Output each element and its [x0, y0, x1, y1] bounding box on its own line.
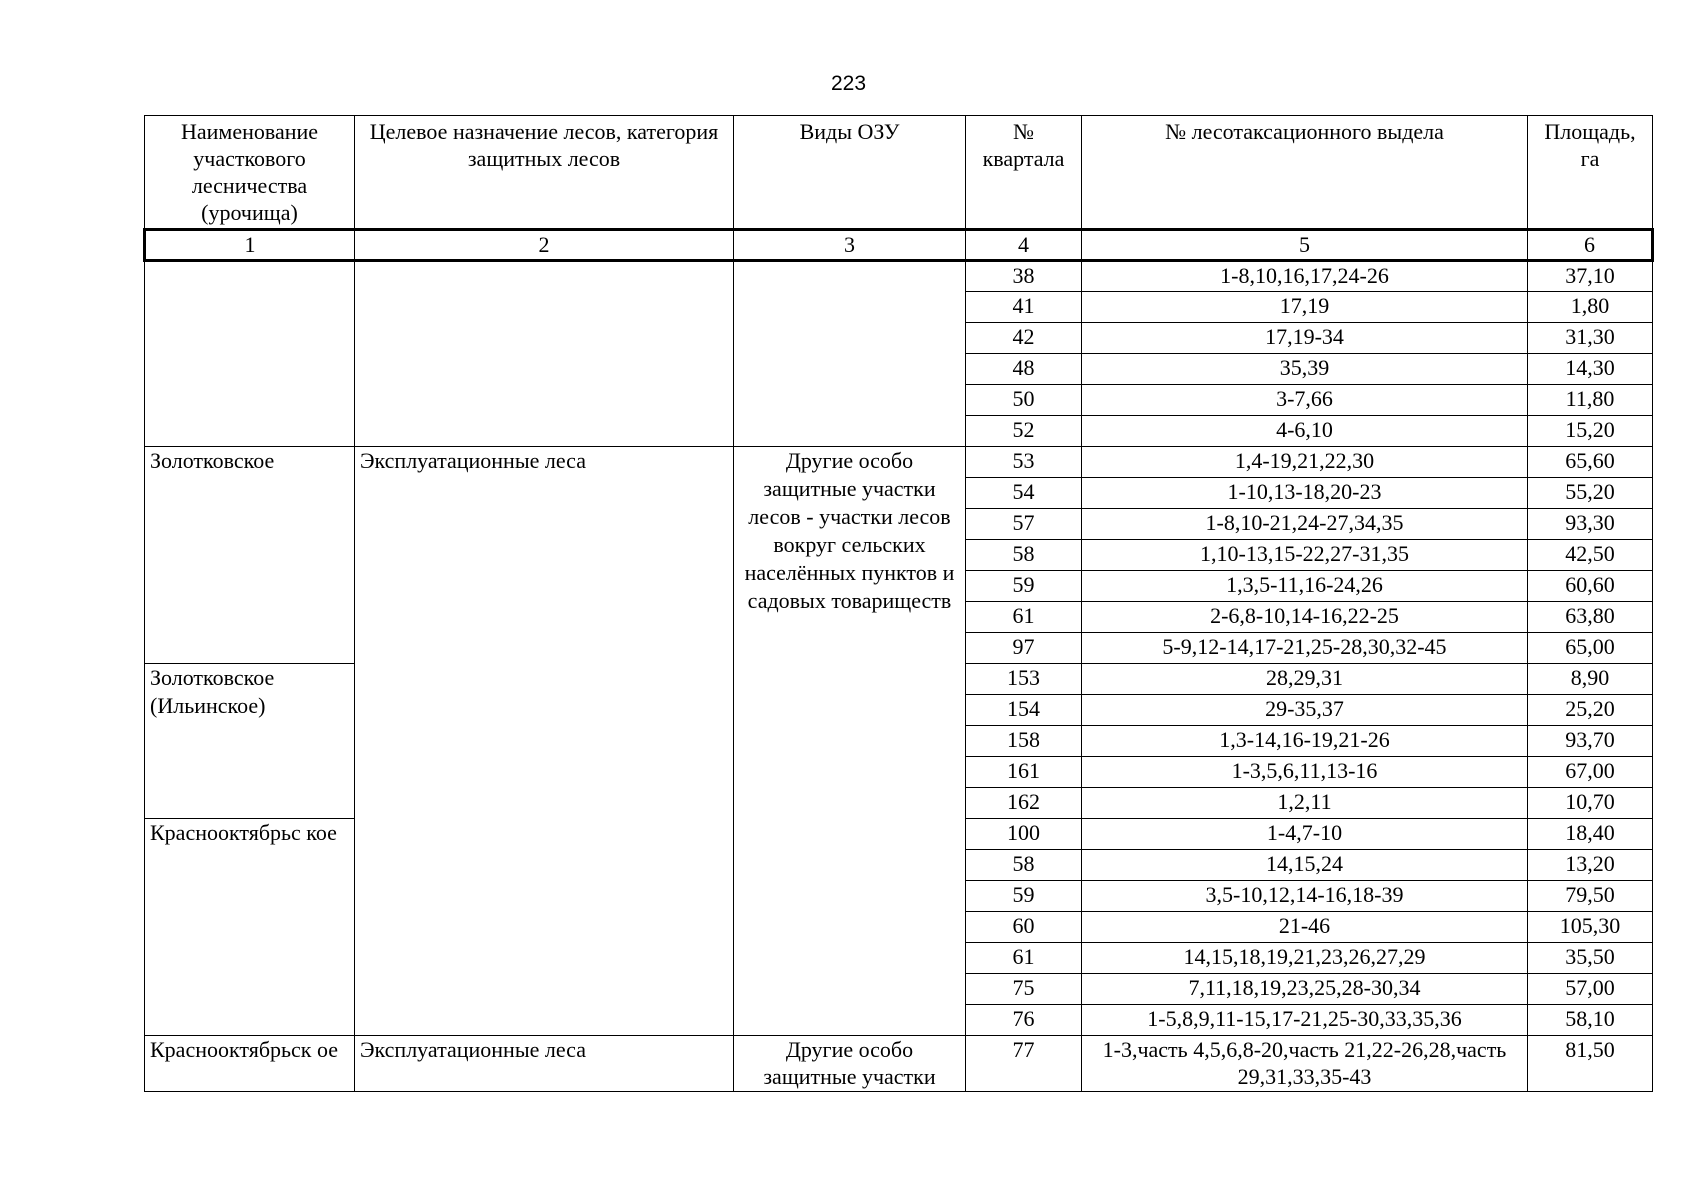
area-cell: 105,30 [1528, 912, 1653, 943]
vydel-cell: 14,15,24 [1082, 850, 1528, 881]
kvartal-cell: 61 [966, 602, 1082, 633]
vydel-cell: 35,39 [1082, 354, 1528, 385]
column-number: 2 [355, 230, 734, 261]
ozu-cell: Другие особо защитные участки [734, 1036, 966, 1092]
area-cell: 58,10 [1528, 1005, 1653, 1036]
area-cell: 93,30 [1528, 509, 1653, 540]
forestry-cell [145, 261, 355, 447]
area-cell: 67,00 [1528, 757, 1653, 788]
vydel-cell: 28,29,31 [1082, 664, 1528, 695]
area-cell: 81,50 [1528, 1036, 1653, 1092]
header-forestry: Наименование участкового лесничества (урочища) [145, 116, 355, 230]
kvartal-cell: 153 [966, 664, 1082, 695]
vydel-cell: 3,5-10,12,14-16,18-39 [1082, 881, 1528, 912]
forestry-cell: Краснооктябрьск ое [145, 1036, 355, 1092]
kvartal-cell: 54 [966, 478, 1082, 509]
kvartal-cell: 60 [966, 912, 1082, 943]
area-cell: 8,90 [1528, 664, 1653, 695]
area-cell: 1,80 [1528, 292, 1653, 323]
kvartal-cell: 61 [966, 943, 1082, 974]
header-vydel: № лесотаксационного выдела [1082, 116, 1528, 230]
area-cell: 37,10 [1528, 261, 1653, 292]
kvartal-cell: 59 [966, 571, 1082, 602]
header-ozu-type: Виды ОЗУ [734, 116, 966, 230]
table-row [145, 1036, 1653, 1092]
kvartal-cell: 48 [966, 354, 1082, 385]
vydel-cell: 4-6,10 [1082, 416, 1528, 447]
kvartal-cell: 75 [966, 974, 1082, 1005]
area-cell: 65,60 [1528, 447, 1653, 478]
column-number-row [145, 230, 1653, 261]
kvartal-cell: 158 [966, 726, 1082, 757]
area-cell: 79,50 [1528, 881, 1653, 912]
vydel-cell: 1-4,7-10 [1082, 819, 1528, 850]
column-number: 6 [1528, 230, 1653, 261]
vydel-cell: 1-3,часть 4,5,6,8-20,часть 21,22-26,28,часть 29,31,33,35-43 [1082, 1036, 1528, 1092]
page-number: 223 [830, 72, 867, 95]
column-number: 1 [145, 230, 355, 261]
table-row [145, 447, 1653, 478]
header-kvartal: № квартала [966, 116, 1082, 230]
column-number: 4 [966, 230, 1082, 261]
header-purpose: Целевое назначение лесов, категория защитных лесов [355, 116, 734, 230]
vydel-cell: 1,2,11 [1082, 788, 1528, 819]
vydel-cell: 1-8,10,16,17,24-26 [1082, 261, 1528, 292]
ozu-cell [734, 261, 966, 447]
vydel-cell: 3-7,66 [1082, 385, 1528, 416]
forestry-cell: Золотковское [145, 447, 355, 664]
ozu-cell: Другие особо защитные участки лесов - участки лесов вокруг сельских населённых пунктов и садовых товариществ [734, 447, 966, 1036]
vydel-cell: 1,3-14,16-19,21-26 [1082, 726, 1528, 757]
purpose-cell: Эксплуатационные леса [355, 1036, 734, 1092]
kvartal-cell: 50 [966, 385, 1082, 416]
area-cell: 10,70 [1528, 788, 1653, 819]
vydel-cell: 7,11,18,19,23,25,28-30,34 [1082, 974, 1528, 1005]
kvartal-cell: 76 [966, 1005, 1082, 1036]
kvartal-cell: 42 [966, 323, 1082, 354]
area-cell: 63,80 [1528, 602, 1653, 633]
vydel-cell: 1,10-13,15-22,27-31,35 [1082, 540, 1528, 571]
purpose-cell [355, 261, 734, 447]
vydel-cell: 17,19 [1082, 292, 1528, 323]
area-cell: 42,50 [1528, 540, 1653, 571]
kvartal-cell: 41 [966, 292, 1082, 323]
vydel-cell: 5-9,12-14,17-21,25-28,30,32-45 [1082, 633, 1528, 664]
kvartal-cell: 58 [966, 850, 1082, 881]
area-cell: 18,40 [1528, 819, 1653, 850]
kvartal-cell: 77 [966, 1036, 1082, 1092]
forestry-cell: Золотковское (Ильинское) [145, 664, 355, 819]
vydel-cell: 1-5,8,9,11-15,17-21,25-30,33,35,36 [1082, 1005, 1528, 1036]
table-row [145, 261, 1653, 292]
kvartal-cell: 57 [966, 509, 1082, 540]
kvartal-cell: 100 [966, 819, 1082, 850]
kvartal-cell: 154 [966, 695, 1082, 726]
forestry-cell: Краснооктябрьс кое [145, 819, 355, 1036]
vydel-cell: 29-35,37 [1082, 695, 1528, 726]
column-number: 5 [1082, 230, 1528, 261]
column-number: 3 [734, 230, 966, 261]
forest-plots-table [143, 115, 1654, 1092]
area-cell: 65,00 [1528, 633, 1653, 664]
vydel-cell: 1,4-19,21,22,30 [1082, 447, 1528, 478]
kvartal-cell: 58 [966, 540, 1082, 571]
vydel-cell: 1,3,5-11,16-24,26 [1082, 571, 1528, 602]
vydel-cell: 2-6,8-10,14-16,22-25 [1082, 602, 1528, 633]
vydel-cell: 1-10,13-18,20-23 [1082, 478, 1528, 509]
area-cell: 25,20 [1528, 695, 1653, 726]
kvartal-cell: 53 [966, 447, 1082, 478]
area-cell: 15,20 [1528, 416, 1653, 447]
area-cell: 31,30 [1528, 323, 1653, 354]
kvartal-cell: 161 [966, 757, 1082, 788]
area-cell: 57,00 [1528, 974, 1653, 1005]
kvartal-cell: 97 [966, 633, 1082, 664]
vydel-cell: 1-3,5,6,11,13-16 [1082, 757, 1528, 788]
kvartal-cell: 59 [966, 881, 1082, 912]
area-cell: 13,20 [1528, 850, 1653, 881]
area-cell: 60,60 [1528, 571, 1653, 602]
vydel-cell: 21-46 [1082, 912, 1528, 943]
vydel-cell: 14,15,18,19,21,23,26,27,29 [1082, 943, 1528, 974]
header-area: Площадь, га [1528, 116, 1653, 230]
area-cell: 93,70 [1528, 726, 1653, 757]
area-cell: 35,50 [1528, 943, 1653, 974]
kvartal-cell: 52 [966, 416, 1082, 447]
vydel-cell: 17,19-34 [1082, 323, 1528, 354]
vydel-cell: 1-8,10-21,24-27,34,35 [1082, 509, 1528, 540]
kvartal-cell: 38 [966, 261, 1082, 292]
kvartal-cell: 162 [966, 788, 1082, 819]
table-header-row [145, 116, 1653, 230]
area-cell: 14,30 [1528, 354, 1653, 385]
area-cell: 55,20 [1528, 478, 1653, 509]
area-cell: 11,80 [1528, 385, 1653, 416]
purpose-cell: Эксплуатационные леса [355, 447, 734, 1036]
